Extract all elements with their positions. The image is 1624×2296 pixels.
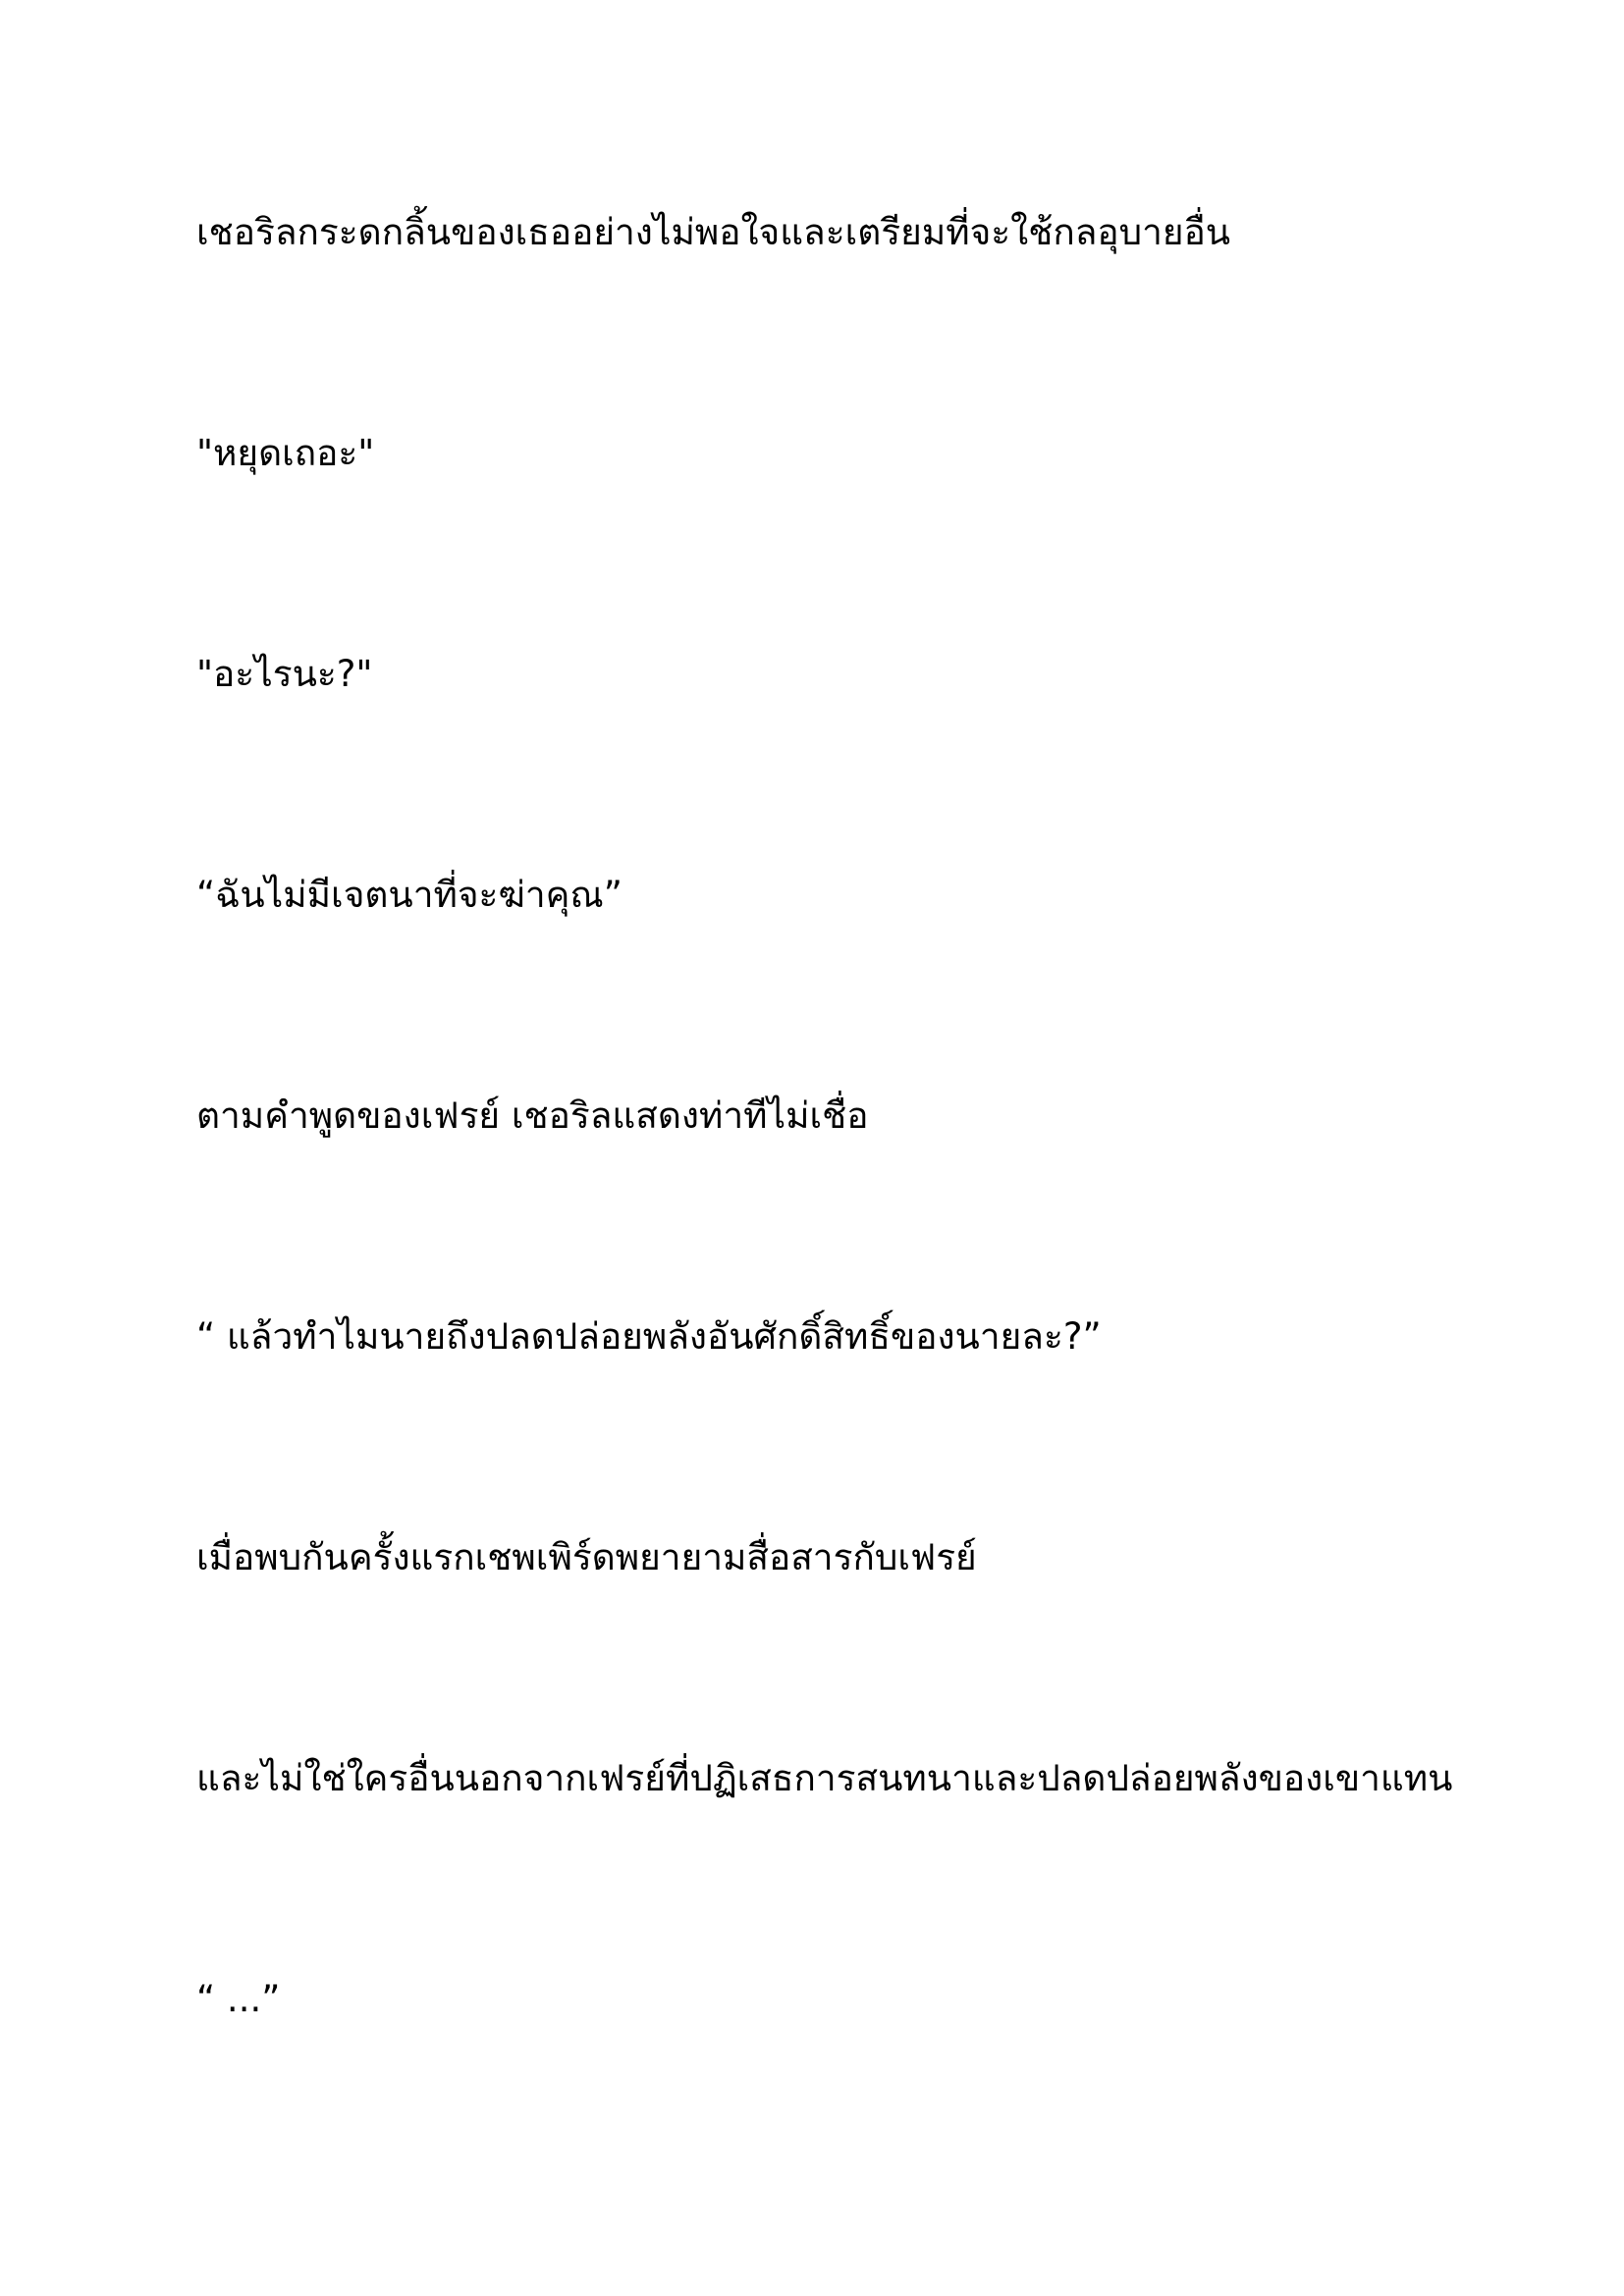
paragraph: “ฉันไม่มีเจตนาที่จะฆ่าคุณ” bbox=[196, 874, 623, 916]
paragraph: "อะไรนะ?" bbox=[196, 653, 373, 695]
paragraph: เมื่อพบกันครั้งแรกเชพเพิร์ดพยายามสื่อสารกับเฟรย์ bbox=[196, 1536, 977, 1578]
paragraph: เชอริลกระดกลิ้นของเธออย่างไม่พอใจและเตรียมที่จะใช้กลอุบายอื่น bbox=[196, 211, 1231, 253]
paragraph: “ แล้วทำไมนายถึงปลดปล่อยพลังอันศักดิ์สิทธิ์ของนายละ?” bbox=[196, 1315, 1102, 1358]
paragraph: และไม่ใช่ใครอื่นนอกจากเฟรย์ที่ปฏิเสธการสนทนาและปลดปล่อยพลังของเขาแทน bbox=[196, 1757, 1453, 1799]
paragraph: “ ...” bbox=[196, 1978, 281, 2020]
paragraph: ตามคำพูดของเฟรย์ เชอริลแสดงท่าทีไม่เชื่อ bbox=[196, 1095, 869, 1137]
paragraph: "หยุดเถอะ" bbox=[196, 432, 375, 474]
